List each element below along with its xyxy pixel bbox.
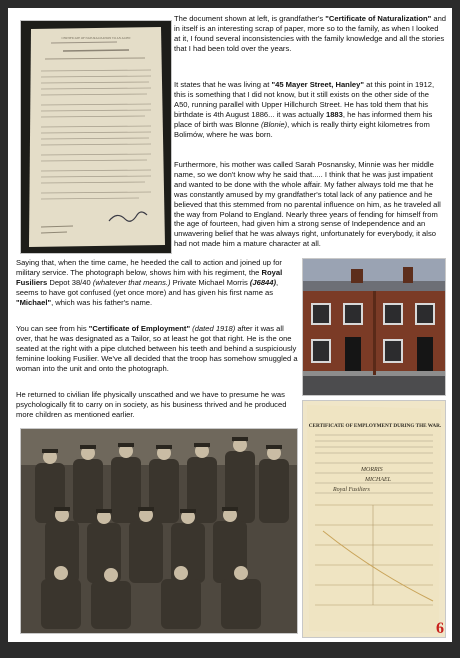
text-run: It states that he was living at xyxy=(174,80,272,89)
bold-run: 1883 xyxy=(325,109,343,119)
text-run: , which is really thirty eight kilometres from Bolimów, where he was born. xyxy=(174,119,430,139)
bold-run: "45 Mayer Street, Hanley" xyxy=(271,80,364,89)
employment-christian-name: MICHAEL xyxy=(365,477,391,483)
page xyxy=(8,8,452,642)
terraced-house-photo xyxy=(302,258,446,396)
italic-run: (whatever that means.) xyxy=(92,277,171,287)
paragraph-naturalization xyxy=(174,14,446,54)
text-run: , he has informed them his place of birth was Blonne xyxy=(174,109,433,129)
text-run: Saying that, when the time came, he heeded the call to action and joined up for military service. The photograph below, shows him with his regiment, the xyxy=(16,258,282,277)
paragraph-civilian-life xyxy=(16,390,300,420)
naturalization-certificate-photo xyxy=(20,20,172,254)
italic-run: (Blonie) xyxy=(260,119,288,129)
text-run: Private Michael Morris xyxy=(170,277,250,287)
employment-certificate-title: CERTIFICATE OF EMPLOYMENT DURING THE WAR. xyxy=(308,423,442,429)
bold-italic-run: (J6844) xyxy=(249,277,277,287)
regiment-image xyxy=(21,429,297,633)
terraced-house-image xyxy=(303,259,445,395)
text-run: after it was all over, that he was designated as a Tailor, so at least he got that right. He is the one seated at the right with a pipe clutched between his teeth and behind a suspiciously feminine looking Fusilier. We've all decided that the troop has somehow smuggled a woman into the unit and onto the photograph. xyxy=(16,324,298,373)
paragraph-mother xyxy=(174,160,446,249)
text-run: , seems to have got confused (yet once more) and has given his first name as xyxy=(16,277,279,297)
bold-run: Royal Fusiliers xyxy=(16,267,283,287)
text-run: and in itself is an interesting scrap of paper, more so to the family, as when I looked at it, I found several inconsistencies with the family knowledge and all the stories that I had been told over the years. xyxy=(174,14,447,53)
employment-certificate-image xyxy=(303,401,445,637)
bold-run: "Michael" xyxy=(16,297,52,307)
italic-run: (dated 1918) xyxy=(192,324,236,333)
employment-surname: MORRIS xyxy=(361,467,383,473)
text-run: Depot 38/40 xyxy=(47,277,93,287)
page-number: 6 xyxy=(436,620,444,637)
paragraph-military xyxy=(16,258,300,308)
regiment-photo xyxy=(20,428,298,634)
employment-regiment: Royal Fusiliers xyxy=(333,487,370,493)
text-run: at this point in 1912, this is something that I did not know, but it still exists on the other side of the A50, running parallel with Upper Hillchurch Street. He has told them that his birthdate is 4th August 1886... it was actually xyxy=(174,80,435,119)
text-run: You can see from his xyxy=(16,324,89,333)
paragraph-address xyxy=(174,80,446,139)
text-run: He returned to civilian life physically unscathed and we have to presume he was psychologically fit to carry on in society, as his business thrived and he produced more children as mentioned earlier. xyxy=(16,390,287,419)
paragraph-employment xyxy=(16,324,300,374)
employment-certificate-photo xyxy=(302,400,446,638)
text-run: Furthermore, his mother was called Sarah Posnansky, Minnie was her middle name, so we don't know why he said that..... I think that he was just impatient and wanted to be done with the whole affair. My father always told me that he was constantly amused by my grandfather's total lack of any patience and he believed that this stemmed from no parental influence on him, as he traveled all the way from Poland to England. Nearly three years of fending for himself from the age of fourteen, had given him a strong sense of Independence and an unwavering belief that he was always right, unfortunately for everybody, it also had not made him a mature character at all. xyxy=(174,160,441,249)
text-run: , which was his father's name. xyxy=(51,297,153,307)
certificate-heading: CERTIFICATE OF NATURALIZATION TO AN ALIEN xyxy=(61,36,131,40)
naturalization-certificate-image xyxy=(21,21,171,253)
text-run: The document shown at left, is grandfather's xyxy=(174,14,326,23)
bold-run: "Certificate of Employment" xyxy=(88,324,191,333)
bold-run: "Certificate of Naturalization" xyxy=(325,14,432,23)
